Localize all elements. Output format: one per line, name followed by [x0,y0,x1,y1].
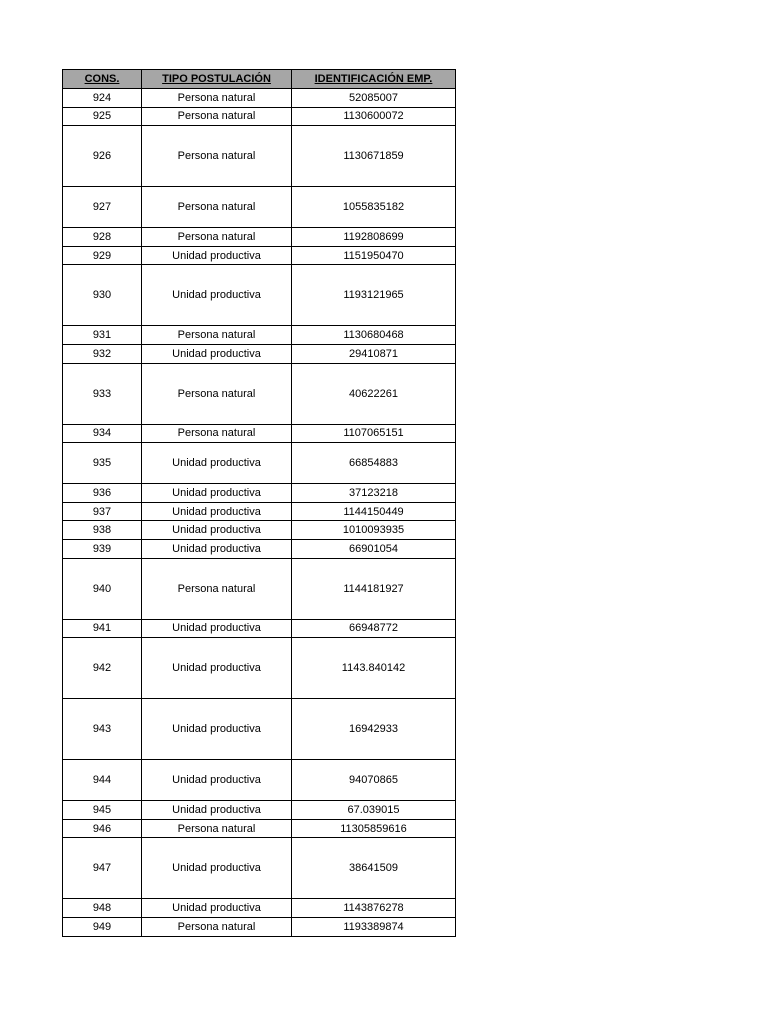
cons-cell: 930 [63,265,142,326]
tipo-postulacion-cell: Unidad productiva [142,246,292,265]
table-row [63,699,456,760]
cons-cell: 931 [63,326,142,345]
identificacion-cell: 1143.840142 [292,638,456,699]
tipo-postulacion-cell: Persona natural [142,326,292,345]
table-row [63,558,456,619]
identificacion-cell: 1193389874 [292,917,456,936]
identificacion-cell: 66854883 [292,443,456,484]
table-row [63,443,456,484]
tipo-postulacion-cell: Unidad productiva [142,838,292,899]
identificacion-cell: 11305859616 [292,819,456,838]
tipo-postulacion-cell: Unidad productiva [142,521,292,540]
cons-cell: 941 [63,619,142,638]
table-row [63,89,456,108]
table-header [63,70,456,89]
cons-cell: 925 [63,107,142,126]
table-row [63,619,456,638]
table-row [63,760,456,801]
header-row [63,70,456,89]
identificacion-cell: 1010093935 [292,521,456,540]
table-row [63,107,456,126]
identificacion-cell: 16942933 [292,699,456,760]
cons-cell: 927 [63,187,142,228]
cons-cell: 944 [63,760,142,801]
tipo-postulacion-cell: Persona natural [142,187,292,228]
tipo-postulacion-cell: Persona natural [142,558,292,619]
tipo-postulacion-cell: Persona natural [142,89,292,108]
cons-cell: 926 [63,126,142,187]
table-row [63,801,456,820]
tipo-postulacion-cell: Persona natural [142,424,292,443]
cons-cell: 928 [63,228,142,247]
identificacion-cell: 40622261 [292,363,456,424]
table-body [63,89,456,937]
tipo-postulacion-cell: Unidad productiva [142,638,292,699]
cons-cell: 932 [63,344,142,363]
postulation-table [62,69,456,937]
table-row [63,265,456,326]
identificacion-cell: 29410871 [292,344,456,363]
cons-cell: 929 [63,246,142,265]
table-row [63,502,456,521]
table-row [63,899,456,918]
identificacion-cell: 1130671859 [292,126,456,187]
identificacion-cell: 1192808699 [292,228,456,247]
identificacion-cell: 1107065151 [292,424,456,443]
cons-cell: 943 [63,699,142,760]
identificacion-cell: 1193121965 [292,265,456,326]
cons-cell: 924 [63,89,142,108]
identificacion-cell: 52085007 [292,89,456,108]
tipo-postulacion-cell: Unidad productiva [142,801,292,820]
table-row [63,917,456,936]
identificacion-cell: 1130600072 [292,107,456,126]
table-row [63,819,456,838]
tipo-postulacion-cell: Unidad productiva [142,539,292,558]
cons-cell: 945 [63,801,142,820]
table-row [63,126,456,187]
identificacion-cell: 1144150449 [292,502,456,521]
cons-cell: 935 [63,443,142,484]
identificacion-cell: 1055835182 [292,187,456,228]
table-row [63,539,456,558]
table-row [63,228,456,247]
tipo-postulacion-cell: Persona natural [142,917,292,936]
cons-cell: 934 [63,424,142,443]
cons-cell: 946 [63,819,142,838]
cons-cell: 937 [63,502,142,521]
tipo-postulacion-cell: Unidad productiva [142,265,292,326]
tipo-postulacion-cell: Persona natural [142,126,292,187]
cons-cell: 948 [63,899,142,918]
tipo-postulacion-cell: Unidad productiva [142,619,292,638]
table-row [63,344,456,363]
cons-cell: 938 [63,521,142,540]
identificacion-cell: 1143876278 [292,899,456,918]
tipo-postulacion-cell: Unidad productiva [142,443,292,484]
table-row [63,638,456,699]
cons-cell: 933 [63,363,142,424]
header-tipo-postulacion: TIPO POSTULACIÓN [142,70,292,89]
tipo-postulacion-cell: Persona natural [142,228,292,247]
cons-cell: 940 [63,558,142,619]
tipo-postulacion-cell: Unidad productiva [142,899,292,918]
identificacion-cell: 1144181927 [292,558,456,619]
identificacion-cell: 1151950470 [292,246,456,265]
tipo-postulacion-cell: Unidad productiva [142,502,292,521]
tipo-postulacion-cell: Persona natural [142,107,292,126]
table-row [63,187,456,228]
table-row [63,326,456,345]
identificacion-cell: 1130680468 [292,326,456,345]
tipo-postulacion-cell: Unidad productiva [142,699,292,760]
header-cons: CONS. [63,70,142,89]
identificacion-cell: 66901054 [292,539,456,558]
identificacion-cell: 67.039015 [292,801,456,820]
header-identificacion-emp: IDENTIFICACIÓN EMP. [292,70,456,89]
cons-cell: 939 [63,539,142,558]
tipo-postulacion-cell: Unidad productiva [142,344,292,363]
table-row [63,838,456,899]
cons-cell: 947 [63,838,142,899]
table-row [63,424,456,443]
cons-cell: 936 [63,484,142,503]
cons-cell: 942 [63,638,142,699]
identificacion-cell: 37123218 [292,484,456,503]
identificacion-cell: 94070865 [292,760,456,801]
tipo-postulacion-cell: Persona natural [142,819,292,838]
tipo-postulacion-cell: Unidad productiva [142,760,292,801]
table-row [63,246,456,265]
table-row [63,363,456,424]
identificacion-cell: 66948772 [292,619,456,638]
table-row [63,521,456,540]
identificacion-cell: 38641509 [292,838,456,899]
table-row [63,484,456,503]
cons-cell: 949 [63,917,142,936]
tipo-postulacion-cell: Persona natural [142,363,292,424]
tipo-postulacion-cell: Unidad productiva [142,484,292,503]
